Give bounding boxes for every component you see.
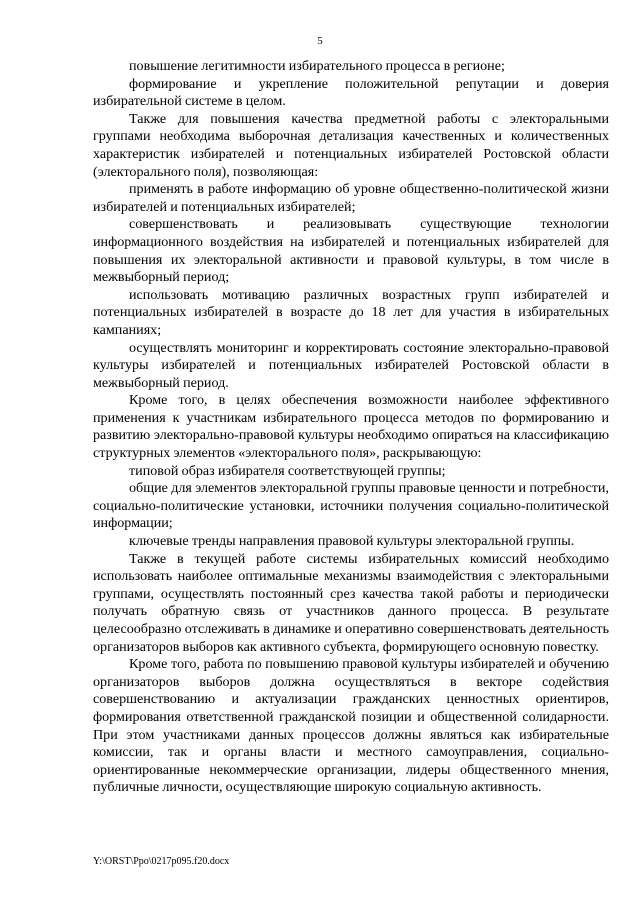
paragraph-11: ключевые тренды направления правовой культуры электоральной группы. (129, 533, 575, 550)
paragraph-6: использовать мотивацию различных возрастных групп избирателей и потенциальных избирателей в возрасте до 18 лет для участия в избирательных кампаниях; (93, 286, 609, 338)
paragraph-9: типовой образ избирателя соответствующей группы; (129, 462, 446, 479)
document-body (93, 58, 609, 797)
paragraph-7: осуществлять мониторинг и корректировать состояние электорально-правовой культуры избирателей и потенциальных избирателей Ростовской области в межвыборный период. (93, 339, 609, 391)
paragraph-8: Кроме того, в целях обеспечения возможности наиболее эффективного применения к участникам избирательного процесса методов по формированию и развитию электорально-правовой культуры необходимо опираться на классификацию структурных элементов «электорального поля», раскрывающую: (93, 392, 609, 462)
page-number: 5 (317, 35, 323, 47)
footer-file-path: Y:\ORST\Ppo\0217p095.f20.docx (93, 856, 230, 867)
paragraph-13: Кроме того, работа по повышению правовой культуры избирателей и обучению организаторов выборов должна осуществляться в векторе содействия совершенствованию и актуализации гражданских ценностных ориентиров, формирования ответственной гражданской позиции и общественной солидарности. При этом участниками данных процессов должны являться как избирательные комиссии, так и органы власти и местного самоуправления, социально-ориентированные некоммерческие организации, лидеры общественного мнения, публичные личности, осуществляющие широкую социальную активность. (93, 656, 609, 796)
paragraph-10: общие для элементов электоральной группы правовые ценности и потребности, социально-политические установки, источники получения социально-политической информации; (93, 480, 609, 532)
paragraph-12: Также в текущей работе системы избирательных комиссий необходимо использовать наиболее оптимальные механизмы взаимодействия с электоральными группами, осуществлять постоянный срез качества такой работы и периодически получать обратную связь от участников данного процесса. В результате целесообразно отслеживать в динамике и оперативно совершенствовать деятельность организаторов выборов как активного субъекта, формирующего основную повестку. (93, 550, 609, 655)
paragraph-2: формирование и укрепление положительной репутации и доверия избирательной системе в целом. (93, 75, 609, 110)
paragraph-1: повышение легитимности избирательного процесса в регионе; (129, 58, 505, 74)
paragraph-3: Также для повышения качества предметной работы с электоральными группами необходима выборочная детализация качественных и количественных характеристик избирателей и потенциальных избирателей Ростовской области (электорального поля), позволяющая: (93, 110, 609, 180)
paragraph-4: применять в работе информацию об уровне общественно-политической жизни избирателей и потенциальных избирателей; (93, 181, 609, 215)
paragraph-5: совершенствовать и реализовывать существующие технологии информационного воздействия на избирателей и потенциальных избирателей для повышения их электоральной активности и правовой культуры, в том числе в межвыборный период; (93, 216, 609, 286)
